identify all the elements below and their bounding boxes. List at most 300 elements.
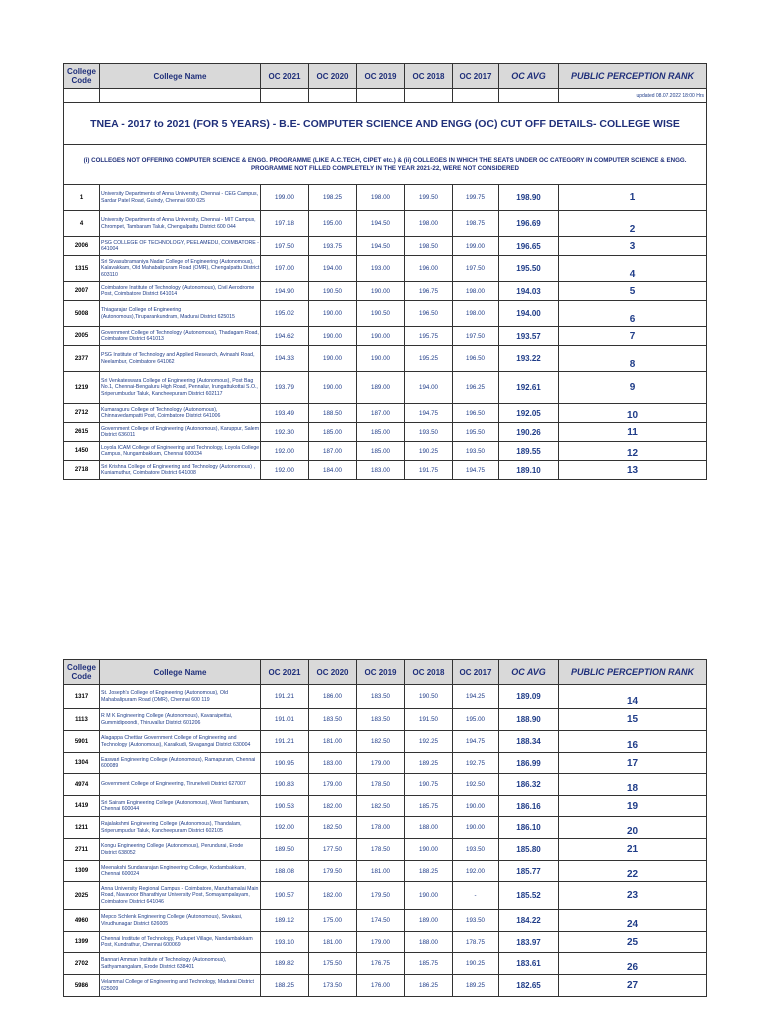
oc2019-cell: 179.00 [357, 753, 405, 774]
college-name-cell: R M K Engineering College (Autonomous), Kavaraipettai, Gummidipoondi, Thiruvallur District 601206 [100, 709, 261, 731]
oc2019-cell: 178.50 [357, 774, 405, 796]
college-name-cell: Government College of Engineering, Tirunelveli District 627007 [100, 774, 261, 796]
college-code-cell: 1450 [64, 442, 100, 461]
updated-timestamp: updated 08.07.2022 18:00 Hrs [559, 89, 707, 103]
oc2021-cell: 193.79 [261, 372, 309, 404]
oc2021-cell: 190.83 [261, 774, 309, 796]
oc2018-cell: 194.00 [405, 372, 453, 404]
college-name-cell: University Departments of Anna University, Chennai - MIT Campus, Chrompet, Tambaram Taluk, Chengalpattu District 600 044 [100, 211, 261, 237]
rank-cell [559, 685, 707, 709]
oc-avg-cell: 188.34 [499, 731, 559, 753]
header-oc2020: OC 2020 [309, 64, 357, 89]
oc2017-cell: 192.75 [453, 753, 499, 774]
oc2020-cell: 198.25 [309, 185, 357, 211]
table-row [64, 327, 707, 346]
rank-cell [559, 975, 707, 997]
college-code-cell: 2615 [64, 423, 100, 442]
oc2021-cell: 194.90 [261, 282, 309, 301]
college-name-cell: Thiagarajar College of Engineering (Autonomous),Tiruparankundram, Madurai District 625015 [100, 301, 261, 327]
oc2017-cell: 198.00 [453, 282, 499, 301]
rank-value: 27 [626, 980, 639, 991]
rank-cell [559, 372, 707, 404]
table-row [64, 932, 707, 953]
oc2018-cell: 198.00 [405, 211, 453, 237]
college-code-cell: 1113 [64, 709, 100, 731]
oc2020-cell: 190.50 [309, 282, 357, 301]
table-row [64, 237, 707, 256]
oc2017-cell: 198.75 [453, 211, 499, 237]
rank-cell [559, 327, 707, 346]
oc-avg-cell: 186.32 [499, 774, 559, 796]
oc-avg-cell: 195.50 [499, 256, 559, 282]
rank-value: 26 [626, 962, 639, 973]
oc2018-cell: 185.75 [405, 953, 453, 975]
oc2017-cell: 195.00 [453, 709, 499, 731]
oc2020-cell: 181.00 [309, 731, 357, 753]
rank-cell [559, 953, 707, 975]
college-name-cell: Government College of Engineering (Autonomous), Karuppur, Salem District 636011 [100, 423, 261, 442]
oc2020-cell: 190.00 [309, 327, 357, 346]
oc-avg-cell: 189.55 [499, 442, 559, 461]
college-name-cell: University Departments of Anna University, Chennai - CEG Campus, Sardar Patel Road, Guindy, Chennai 600 025 [100, 185, 261, 211]
oc2020-cell: 194.00 [309, 256, 357, 282]
cutoff-table-top [63, 63, 707, 480]
header-college-name: College Name [100, 660, 261, 685]
college-code-cell: 4 [64, 211, 100, 237]
oc2019-cell: 174.50 [357, 910, 405, 932]
oc2021-cell: 194.62 [261, 327, 309, 346]
oc2020-cell: 175.00 [309, 910, 357, 932]
oc-avg-cell: 194.00 [499, 301, 559, 327]
rank-value: 4 [629, 269, 636, 280]
table-row [64, 185, 707, 211]
table-row [64, 796, 707, 817]
rank-value: 1 [629, 192, 636, 203]
rank-value: 23 [626, 890, 639, 901]
oc-avg-cell: 186.16 [499, 796, 559, 817]
table-row [64, 282, 707, 301]
rank-cell [559, 346, 707, 372]
rank-cell [559, 882, 707, 910]
college-code-cell: 1315 [64, 256, 100, 282]
oc2020-cell: 190.00 [309, 301, 357, 327]
table-body-top [64, 185, 707, 480]
oc2017-cell: 198.00 [453, 301, 499, 327]
oc2018-cell: 198.50 [405, 237, 453, 256]
rank-value: 6 [629, 314, 636, 325]
rank-cell [559, 211, 707, 237]
header-oc2021: OC 2021 [261, 660, 309, 685]
rank-value: 16 [626, 740, 639, 751]
rank-value: 18 [626, 783, 639, 794]
oc2018-cell: 190.50 [405, 685, 453, 709]
oc2020-cell: 185.00 [309, 423, 357, 442]
oc2019-cell: 190.00 [357, 327, 405, 346]
oc2021-cell: 199.00 [261, 185, 309, 211]
table-row [64, 685, 707, 709]
oc2019-cell: 190.50 [357, 301, 405, 327]
rank-value: 8 [629, 359, 636, 370]
college-name-cell: Sri Venkateswara College of Engineering (Autonomous), Post Bag No.1, Chennai-Bengaluru High Road, Pennalur, Irungattukottai S.O., Sriperumbudur Taluk, Kancheepuram District 602117 [100, 372, 261, 404]
college-name-cell: Sri Sivasubramaniya Nadar College of Engineering (Autonomous), Kalavakkam, Old Mahabalipuram Road (OMR), Chengalpattu District 603110 [100, 256, 261, 282]
oc2018-cell: 195.75 [405, 327, 453, 346]
college-code-cell: 2006 [64, 237, 100, 256]
oc2018-cell: 190.75 [405, 774, 453, 796]
college-name-cell: Bannari Amman Institute of Technology (Autonomous), Sathyamangalam, Erode District 638401 [100, 953, 261, 975]
rank-cell [559, 185, 707, 211]
college-name-cell: Sri Krishna College of Engineering and Technology (Autonomous) , Kuniamuthur, Coimbatore District 641008 [100, 461, 261, 480]
college-name-cell: Loyola ICAM College of Engineering and Technology, Loyola College Campus, Nungambakkam, Chennai 600034 [100, 442, 261, 461]
oc2018-cell: 191.50 [405, 709, 453, 731]
oc2019-cell: 183.50 [357, 709, 405, 731]
table-header [64, 660, 707, 685]
rank-cell [559, 423, 707, 442]
oc-avg-cell: 188.90 [499, 709, 559, 731]
oc2017-cell: 193.50 [453, 910, 499, 932]
oc2017-cell: 195.50 [453, 423, 499, 442]
college-code-cell: 2005 [64, 327, 100, 346]
header-college-code: College Code [64, 64, 100, 89]
oc-avg-cell: 194.03 [499, 282, 559, 301]
header-college-name: College Name [100, 64, 261, 89]
oc2021-cell: 189.50 [261, 839, 309, 861]
oc-avg-cell: 185.52 [499, 882, 559, 910]
rank-value: 25 [626, 936, 639, 948]
oc-avg-cell: 192.05 [499, 404, 559, 423]
oc2020-cell: 190.00 [309, 346, 357, 372]
rank-cell [559, 817, 707, 839]
oc2021-cell: 195.02 [261, 301, 309, 327]
table-header [64, 64, 707, 89]
college-name-cell: Easwari Engineering College (Autonomous), Ramapuram, Chennai 600089 [100, 753, 261, 774]
oc2020-cell: 183.50 [309, 709, 357, 731]
table-body-bottom [64, 685, 707, 997]
oc-avg-cell: 182.65 [499, 975, 559, 997]
rank-value: 21 [626, 844, 639, 855]
oc2019-cell: 179.00 [357, 932, 405, 953]
college-name-cell: Velammal College of Engineering and Technology, Madurai District 625009 [100, 975, 261, 997]
oc-avg-cell: 190.26 [499, 423, 559, 442]
oc2017-cell: 194.75 [453, 731, 499, 753]
header-oc2019: OC 2019 [357, 64, 405, 89]
table-row [64, 346, 707, 372]
oc2021-cell: 190.53 [261, 796, 309, 817]
college-name-cell: Kongu Engineering College (Autonomous), Perundurai, Erode District 638052 [100, 839, 261, 861]
college-code-cell: 2712 [64, 404, 100, 423]
rank-cell [559, 709, 707, 731]
oc2018-cell: 190.00 [405, 839, 453, 861]
college-name-cell: St. Joseph's College of Engineering (Autonomous), Old Mahabalipuram Road (OMR), Chennai 600 119 [100, 685, 261, 709]
college-code-cell: 1304 [64, 753, 100, 774]
header-rank: PUBLIC PERCEPTION RANK [559, 64, 707, 89]
oc2020-cell: 188.50 [309, 404, 357, 423]
oc2020-cell: 187.00 [309, 442, 357, 461]
oc2018-cell: 196.75 [405, 282, 453, 301]
oc2021-cell: 197.18 [261, 211, 309, 237]
oc2019-cell: 181.00 [357, 861, 405, 882]
table-row [64, 817, 707, 839]
rank-cell [559, 442, 707, 461]
rank-value: 20 [626, 826, 639, 837]
oc2021-cell: 193.10 [261, 932, 309, 953]
college-code-cell: 1211 [64, 817, 100, 839]
college-name-cell: Anna University Regional Campus - Coimbatore, Maruthamalai Main Road, Navavoor Bharathiyar University Post, Somayampalayam, Coimbatore District 641046 [100, 882, 261, 910]
table-row [64, 211, 707, 237]
oc2021-cell: 194.33 [261, 346, 309, 372]
oc2021-cell: 191.21 [261, 685, 309, 709]
oc2017-cell: 194.75 [453, 461, 499, 480]
header-oc2017: OC 2017 [453, 660, 499, 685]
oc2017-cell: 199.00 [453, 237, 499, 256]
oc2018-cell: 189.00 [405, 910, 453, 932]
college-name-cell: Chennai Institute of Technology, Pudupet Village, Nandambakkam Post, Kundrathur, Chennai 600069 [100, 932, 261, 953]
college-name-cell: Kumaraguru College of Technology (Autonomous), Chinnavedampatti Post, Coimbatore District 641006 [100, 404, 261, 423]
rank-cell [559, 237, 707, 256]
college-name-cell: PSG Institute of Technology and Applied Research, Avinashi Road, Neelambur, Coimbatore 641062 [100, 346, 261, 372]
oc2019-cell: 178.00 [357, 817, 405, 839]
oc2018-cell: 196.00 [405, 256, 453, 282]
oc2021-cell: 197.00 [261, 256, 309, 282]
oc2019-cell: 187.00 [357, 404, 405, 423]
oc2018-cell: 191.75 [405, 461, 453, 480]
rank-cell [559, 774, 707, 796]
oc2018-cell: 188.25 [405, 861, 453, 882]
oc-avg-cell: 183.61 [499, 953, 559, 975]
rank-cell [559, 861, 707, 882]
rank-value: 9 [629, 382, 636, 393]
oc2018-cell: 188.00 [405, 817, 453, 839]
oc2020-cell: 177.50 [309, 839, 357, 861]
college-code-cell: 1317 [64, 685, 100, 709]
oc-avg-cell: 193.22 [499, 346, 559, 372]
rank-cell [559, 910, 707, 932]
header-rank: PUBLIC PERCEPTION RANK [559, 660, 707, 685]
table-row [64, 953, 707, 975]
oc2017-cell: 199.75 [453, 185, 499, 211]
oc2017-cell: 197.50 [453, 327, 499, 346]
oc2017-cell: - [453, 882, 499, 910]
oc2021-cell: 192.00 [261, 461, 309, 480]
oc2019-cell: 178.50 [357, 839, 405, 861]
oc2021-cell: 190.57 [261, 882, 309, 910]
oc2017-cell: 196.25 [453, 372, 499, 404]
table-row [64, 423, 707, 442]
oc2017-cell: 192.50 [453, 774, 499, 796]
oc2020-cell: 182.00 [309, 796, 357, 817]
table-row [64, 256, 707, 282]
oc2019-cell: 194.50 [357, 237, 405, 256]
oc-avg-cell: 184.22 [499, 910, 559, 932]
oc2018-cell: 189.25 [405, 753, 453, 774]
college-name-cell: Coimbatore Institute of Technology (Autonomous), Civil Aerodrome Post, Coimbatore District 641014 [100, 282, 261, 301]
oc2019-cell: 182.50 [357, 796, 405, 817]
table-row [64, 731, 707, 753]
college-code-cell: 1399 [64, 932, 100, 953]
college-name-cell: Mepco Schlenk Engineering College (Autonomous), Sivakasi, Virudhunagar District 626005 [100, 910, 261, 932]
table-row [64, 461, 707, 480]
oc-avg-cell: 193.57 [499, 327, 559, 346]
oc2019-cell: 185.00 [357, 423, 405, 442]
oc2019-cell: 179.50 [357, 882, 405, 910]
college-code-cell: 4960 [64, 910, 100, 932]
oc2020-cell: 186.00 [309, 685, 357, 709]
oc-avg-cell: 189.10 [499, 461, 559, 480]
rank-value: 24 [626, 919, 639, 930]
oc2018-cell: 195.25 [405, 346, 453, 372]
rank-cell [559, 404, 707, 423]
table-row [64, 839, 707, 861]
header-oc2021: OC 2021 [261, 64, 309, 89]
rank-value: 22 [626, 869, 639, 880]
oc-avg-cell: 186.10 [499, 817, 559, 839]
oc2019-cell: 190.00 [357, 282, 405, 301]
college-code-cell: 2711 [64, 839, 100, 861]
rank-value: 12 [626, 448, 639, 459]
header-oc2018: OC 2018 [405, 64, 453, 89]
oc2021-cell: 188.08 [261, 861, 309, 882]
oc2018-cell: 190.00 [405, 882, 453, 910]
rank-cell [559, 282, 707, 301]
college-code-cell: 1219 [64, 372, 100, 404]
rank-value: 2 [629, 224, 636, 235]
header-oc2019: OC 2019 [357, 660, 405, 685]
college-code-cell: 1309 [64, 861, 100, 882]
cutoff-table-bottom [63, 659, 707, 997]
college-name-cell: PSG COLLEGE OF TECHNOLOGY, PEELAMEDU, COIMBATORE - 641004 [100, 237, 261, 256]
college-code-cell: 5008 [64, 301, 100, 327]
oc2017-cell: 194.25 [453, 685, 499, 709]
college-name-cell: Rajalakshmi Engineering College (Autonomous), Thandalam, Sriperumpudur Taluk, Kancheepuram District 602105 [100, 817, 261, 839]
rank-value: 19 [626, 800, 639, 812]
college-code-cell: 2377 [64, 346, 100, 372]
oc2021-cell: 191.01 [261, 709, 309, 731]
oc2019-cell: 185.00 [357, 442, 405, 461]
oc2017-cell: 197.50 [453, 256, 499, 282]
oc2019-cell: 198.00 [357, 185, 405, 211]
oc2017-cell: 192.00 [453, 861, 499, 882]
college-code-cell: 5901 [64, 731, 100, 753]
oc2021-cell: 189.12 [261, 910, 309, 932]
rank-cell [559, 731, 707, 753]
header-oc-avg: OC AVG [499, 660, 559, 685]
table-row [64, 882, 707, 910]
header-oc2017: OC 2017 [453, 64, 499, 89]
rank-cell [559, 839, 707, 861]
oc2018-cell: 188.00 [405, 932, 453, 953]
oc-avg-cell: 189.09 [499, 685, 559, 709]
oc2017-cell: 196.50 [453, 346, 499, 372]
college-code-cell: 4974 [64, 774, 100, 796]
table-row [64, 709, 707, 731]
rank-value: 10 [626, 410, 639, 421]
table-row [64, 301, 707, 327]
college-code-cell: 1419 [64, 796, 100, 817]
oc2021-cell: 197.50 [261, 237, 309, 256]
college-code-cell: 2025 [64, 882, 100, 910]
oc-avg-cell: 183.97 [499, 932, 559, 953]
oc2021-cell: 192.00 [261, 817, 309, 839]
exclusion-note: (i) COLLEGES NOT OFFERING COMPUTER SCIENCE & ENGG. PROGRAMME (LIKE A.C.TECH, CIPET etc.) & (ii) COLLEGES IN WHICH THE SEATS UNDER OC CATEGORY IN COMPUTER SCIENCE & ENGG. PROGRAMME NOT FILLED COMPLETELY IN THE YEAR 2021-22, WERE NOT CONSIDERED [64, 145, 707, 185]
oc2018-cell: 199.50 [405, 185, 453, 211]
oc2017-cell: 189.25 [453, 975, 499, 997]
oc2020-cell: 193.75 [309, 237, 357, 256]
table-row [64, 910, 707, 932]
updated-row [64, 89, 707, 103]
oc2020-cell: 183.00 [309, 753, 357, 774]
table-row [64, 861, 707, 882]
rank-value: 17 [626, 757, 639, 769]
oc2021-cell: 188.25 [261, 975, 309, 997]
rank-value: 14 [626, 696, 639, 707]
table-row [64, 404, 707, 423]
rank-value: 7 [629, 330, 636, 342]
page-title: TNEA - 2017 to 2021 (FOR 5 YEARS) - B.E- COMPUTER SCIENCE AND ENGG (OC) CUT OFF DETAILS- COLLEGE WISE [64, 103, 707, 145]
oc2020-cell: 184.00 [309, 461, 357, 480]
college-name-cell: Alagappa Chettiar Government College of Engineering and Technology (Autonomous), Karaikudi, Sivagangai District 630004 [100, 731, 261, 753]
oc2020-cell: 195.00 [309, 211, 357, 237]
oc2019-cell: 193.00 [357, 256, 405, 282]
table-row [64, 372, 707, 404]
rank-value: 3 [629, 240, 636, 252]
college-name-cell: Meenakshi Sundararajan Engineering College, Kodambakkam, Chennai 600024 [100, 861, 261, 882]
oc2020-cell: 190.00 [309, 372, 357, 404]
rank-value: 15 [626, 714, 639, 725]
table-row [64, 975, 707, 997]
college-name-cell: Government College of Technology (Autonomous), Thadagam Road, Coimbatore District 641013 [100, 327, 261, 346]
oc2017-cell: 193.50 [453, 839, 499, 861]
oc2021-cell: 193.49 [261, 404, 309, 423]
oc2020-cell: 181.00 [309, 932, 357, 953]
oc2021-cell: 192.30 [261, 423, 309, 442]
header-oc-avg: OC AVG [499, 64, 559, 89]
oc2020-cell: 173.50 [309, 975, 357, 997]
rank-cell [559, 796, 707, 817]
oc-avg-cell: 198.90 [499, 185, 559, 211]
table-row [64, 774, 707, 796]
oc2018-cell: 190.25 [405, 442, 453, 461]
oc-avg-cell: 185.77 [499, 861, 559, 882]
oc-avg-cell: 196.69 [499, 211, 559, 237]
college-code-cell: 2007 [64, 282, 100, 301]
header-oc2018: OC 2018 [405, 660, 453, 685]
oc2020-cell: 182.50 [309, 817, 357, 839]
college-code-cell: 5986 [64, 975, 100, 997]
oc-avg-cell: 192.61 [499, 372, 559, 404]
rank-cell [559, 461, 707, 480]
oc2021-cell: 189.82 [261, 953, 309, 975]
table-row [64, 442, 707, 461]
oc2020-cell: 179.50 [309, 861, 357, 882]
oc2019-cell: 183.50 [357, 685, 405, 709]
oc2017-cell: 190.25 [453, 953, 499, 975]
rank-cell [559, 256, 707, 282]
college-code-cell: 2702 [64, 953, 100, 975]
rank-cell [559, 932, 707, 953]
oc2018-cell: 194.75 [405, 404, 453, 423]
rank-value: 13 [626, 464, 639, 476]
rank-value: 5 [629, 285, 636, 297]
oc2017-cell: 196.50 [453, 404, 499, 423]
header-college-code: College Code [64, 660, 100, 685]
oc2021-cell: 191.21 [261, 731, 309, 753]
rank-cell [559, 753, 707, 774]
oc2019-cell: 183.00 [357, 461, 405, 480]
oc2019-cell: 182.50 [357, 731, 405, 753]
oc2018-cell: 186.25 [405, 975, 453, 997]
oc2019-cell: 190.00 [357, 346, 405, 372]
oc2021-cell: 192.00 [261, 442, 309, 461]
oc2018-cell: 192.25 [405, 731, 453, 753]
